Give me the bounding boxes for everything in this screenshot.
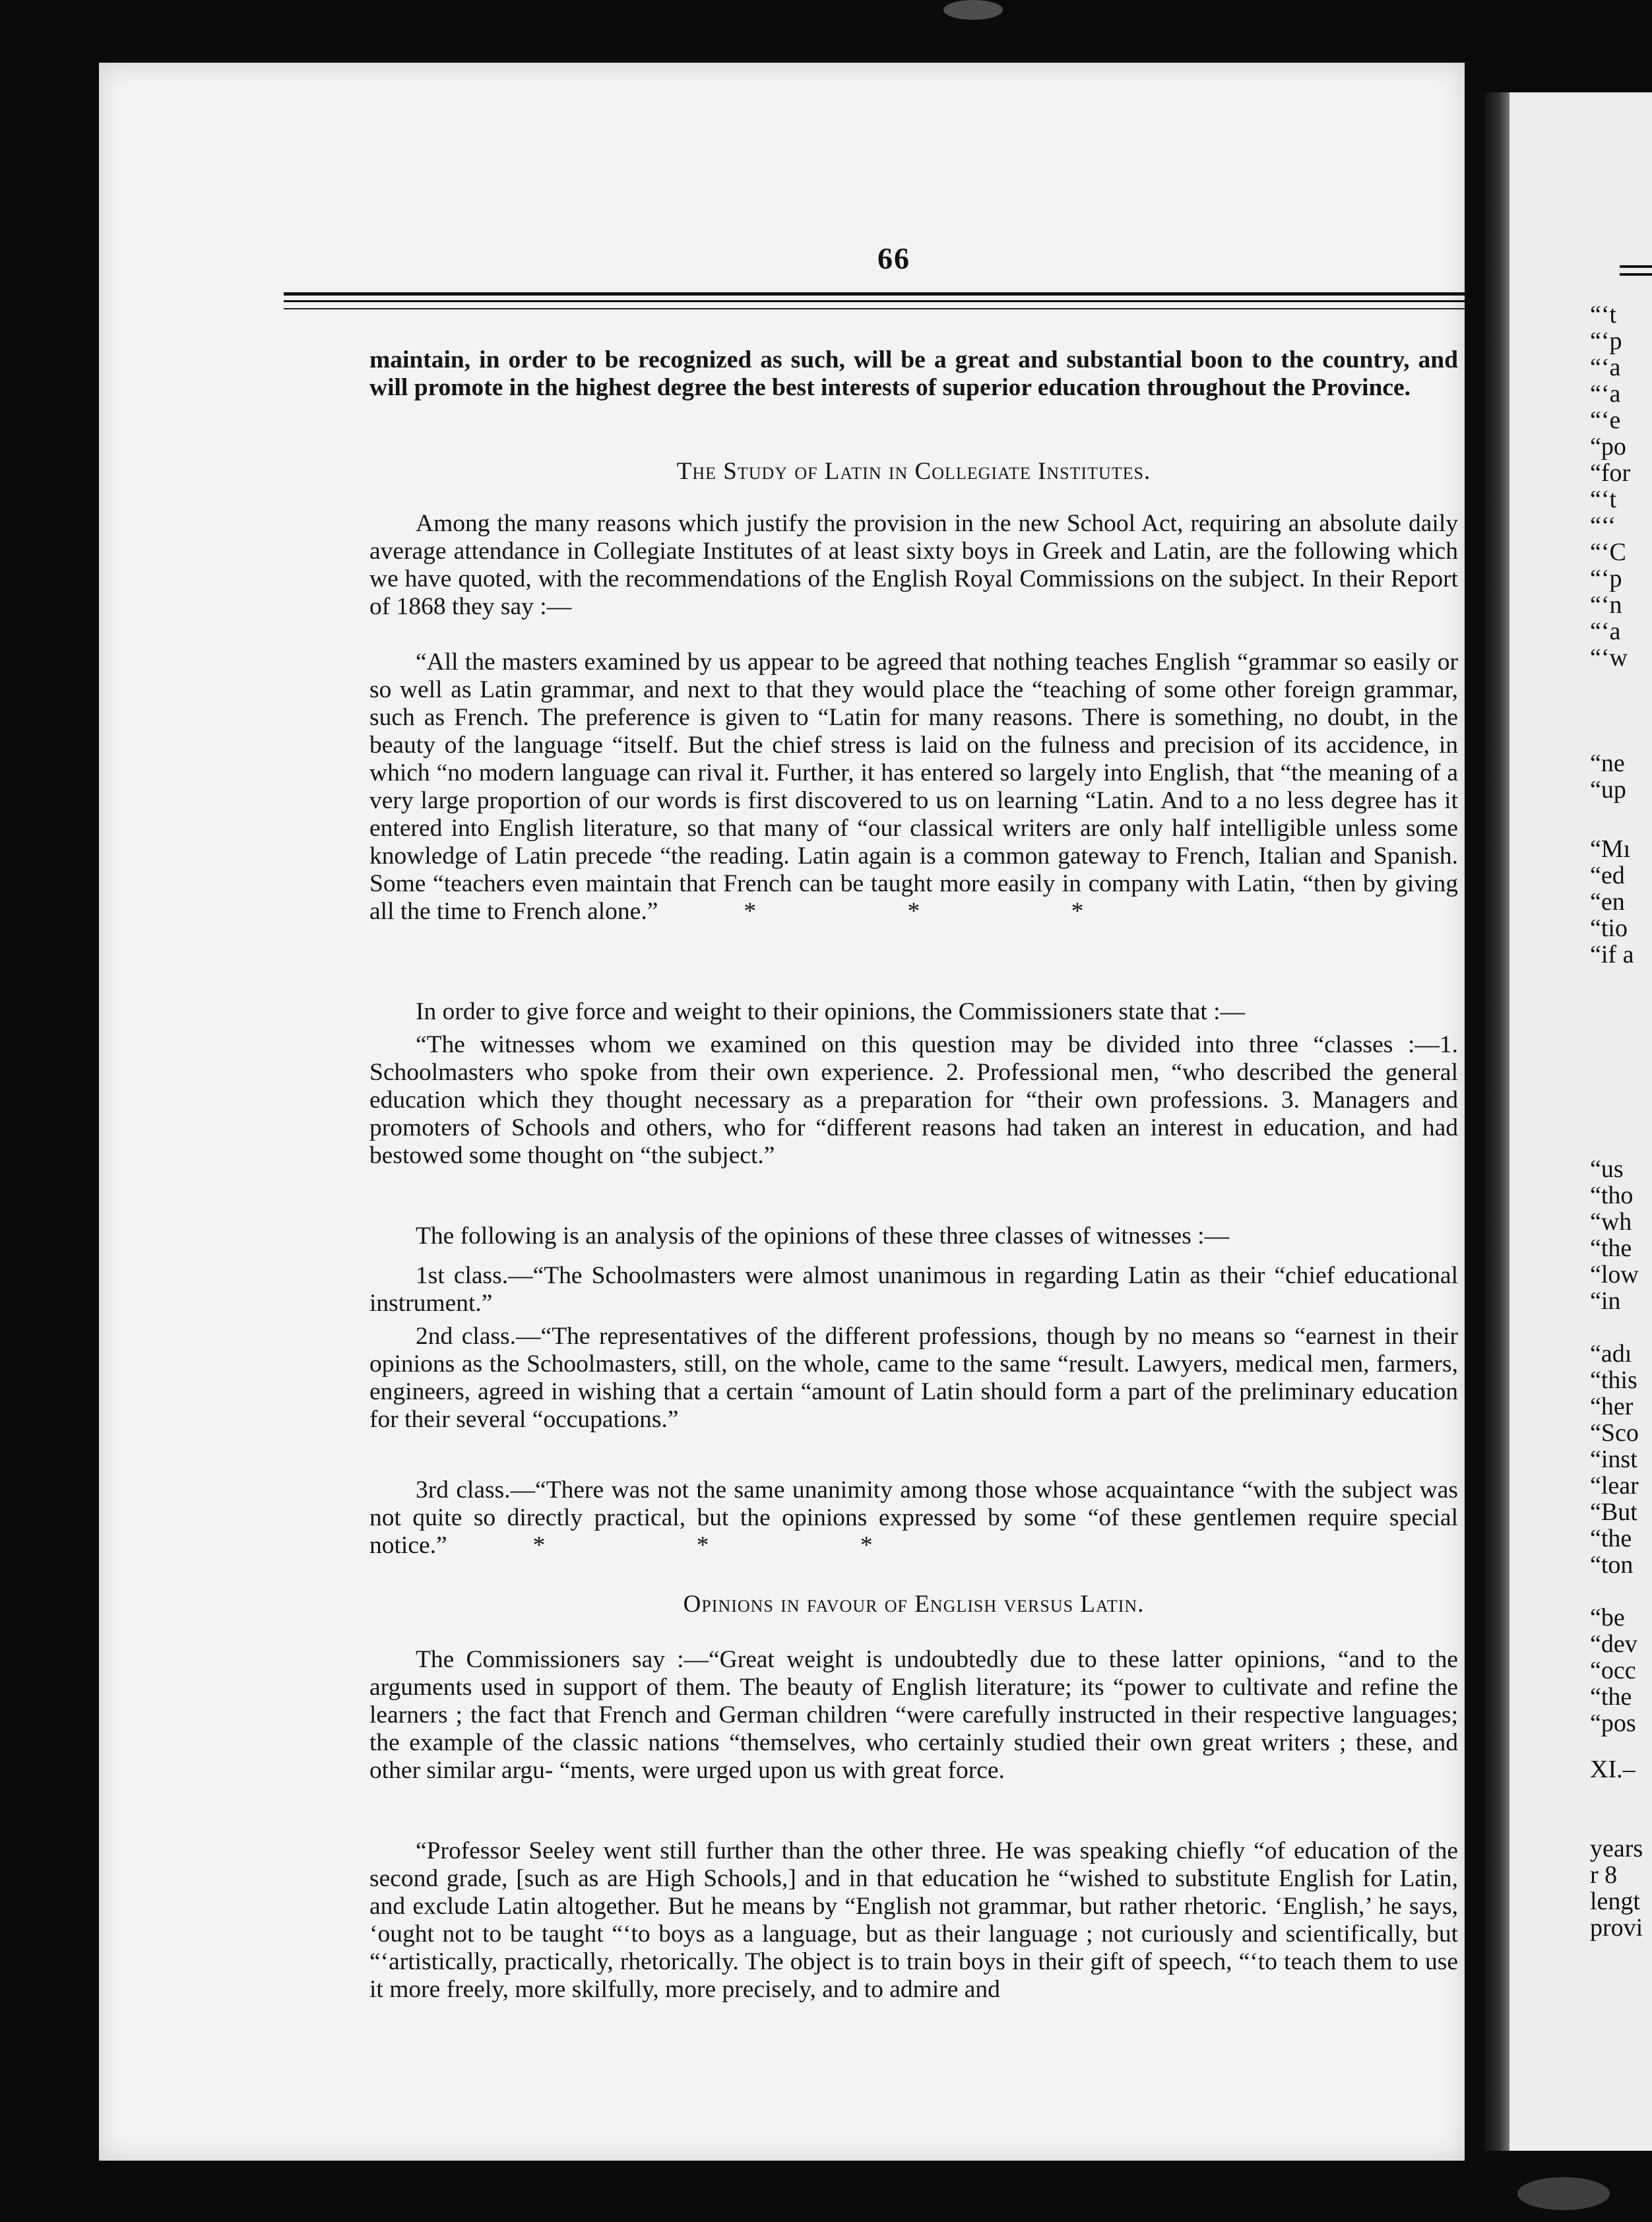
right-page-line: “her [1590, 1393, 1634, 1420]
right-page-line: “dev [1590, 1630, 1637, 1658]
right-page-line: “‘C [1590, 538, 1626, 566]
right-page-line: “up [1590, 776, 1626, 804]
class-two-paragraph: 2nd class.—“The representatives of the different professions, though by no means so “earnest in their opinions as the Schoolmasters, still, on the whole, came to the same “result. Lawyers, medical men, farmers, engineers, agreed in wishing that a certain “amount of Latin should form a part of the preliminary education for their several “occupations.” [369, 1323, 1458, 1433]
page-number: 66 [877, 241, 910, 275]
right-page-line: “lear [1590, 1472, 1639, 1500]
right-page-line: “the [1590, 1525, 1632, 1552]
right-page-line: “tio [1590, 914, 1628, 942]
right-page-line: “‘t [1590, 301, 1617, 329]
right-page-line: “en [1590, 888, 1625, 916]
book-spine [1484, 92, 1509, 2151]
right-page-line: “po [1590, 433, 1626, 460]
right-page-line: “the [1590, 1234, 1632, 1262]
right-page-line: lengt [1590, 1888, 1640, 1915]
right-page-fragment [1484, 92, 1652, 2151]
right-page-line: “if a [1590, 941, 1634, 968]
opening-paragraph: maintain, in order to be recognized as such, will be a great and substantial boon to the country, and will promote in the highest degree the best interests of superior education throughout the Province. [369, 346, 1458, 401]
seeley-paragraph: “Professor Seeley went still further than the other three. He was speaking chiefly “of education of the second grade, [such as are High Schools,] and in that education he “wished to substitute English for Latin, and exclude Latin altogether. But he means by “English not grammar, but rather rhetoric. ‘English,’ he says, ‘ought not to be taught “‘to boys as a language, but as their language ; not curiously and scientifically, but “‘artistically, practically, rhetorically. The object is to train boys in their gift of speech, “‘to teach them to use it more freely, more skilfully, more precisely, and to admire and [369, 1837, 1458, 2003]
right-page-line: “occ [1590, 1657, 1636, 1684]
right-page-line: “‘a [1590, 618, 1621, 645]
right-page-line: “pos [1590, 1709, 1636, 1737]
right-page-line: “us [1590, 1155, 1624, 1183]
scan-debris [1517, 2177, 1610, 2210]
right-page-line: “tho [1590, 1182, 1634, 1209]
section-heading-latin: The Study of Latin in Collegiate Institutes. [676, 458, 1151, 485]
right-page-line: r 8 [1590, 1861, 1618, 1889]
class-three-paragraph: 3rd class.—“There was not the same unanimity among those whose acquaintance “with the subject was not quite so directly practical, but the opinions expressed by some “of these gentlemen require special notice.” * * * [369, 1476, 1458, 1559]
class-one-paragraph: 1st class.—“The Schoolmasters were almost unanimous in regarding Latin as their “chief educational instrument.” [369, 1262, 1458, 1317]
header-rule [1620, 265, 1652, 268]
right-page-line: “‘a [1590, 354, 1621, 381]
right-page-line: “inst [1590, 1445, 1637, 1473]
quote-masters: “All the masters examined by us appear to be agreed that nothing teaches English “grammar so easily or so well as Latin grammar, and next to that they would place the “teaching of some other foreign grammar, such as French. The preference is given to “Latin for many reasons. There is something, no doubt, in the beauty of the language “itself. But the chief stress is laid on the fulness and precision of its accidence, in which “no modern language can rival it. Further, it has entered so largely into English, that “the meaning of a very large proportion of our words is first discovered to us on learning “Latin. And to a no less degree has it entered into English literature, so that many of “our classical writers are only half intelligible unless some knowledge of Latin precede “the reading. Latin again is a common gateway to French, Italian and Spanish. Some “teachers even maintain that French can be taught more easily in company with Latin, “then by giving all the time to French alone.” * * * [369, 649, 1458, 925]
right-page-line: “‘w [1590, 644, 1628, 672]
print-speck [442, 455, 446, 459]
right-page-line: “in [1590, 1287, 1621, 1315]
right-page-line: XI.– [1590, 1756, 1636, 1783]
intro-paragraph: Among the many reasons which justify the provision in the new School Act, requiring an absolute daily average attendance in Collegiate Institutes of at least sixty boys in Greek and Latin, are the following which we have quoted, with the recommendations of the English Royal Commissions on the subject. In their Report of 1868 they say :— [369, 510, 1458, 620]
right-page-line: “be [1590, 1604, 1625, 1632]
right-page-line: “ton [1590, 1551, 1634, 1579]
right-page-line: “Sco [1590, 1419, 1639, 1447]
right-page-line: “this [1590, 1366, 1637, 1394]
right-page-line: “‘‘ [1590, 512, 1616, 540]
header-rule [284, 300, 1465, 302]
right-page-line: “‘p [1590, 565, 1622, 592]
header-rule [1620, 273, 1652, 276]
right-page-line: years [1590, 1835, 1643, 1862]
analysis-paragraph: The following is an analysis of the opinions of these three classes of witnesses :— [416, 1222, 1230, 1250]
right-page-line: “Mı [1590, 835, 1631, 863]
right-page-line: “ne [1590, 749, 1625, 777]
asterisks: * * * [532, 1532, 945, 1559]
right-page-line: “ed [1590, 862, 1625, 889]
right-page-line: “‘n [1590, 591, 1622, 619]
right-page-line: “But [1590, 1498, 1637, 1526]
header-rule [284, 308, 1465, 309]
right-page-line: “‘e [1590, 406, 1621, 434]
right-page-line: “wh [1590, 1208, 1632, 1236]
right-page-line: provi [1590, 1914, 1643, 1942]
right-page-line: “adı [1590, 1340, 1632, 1368]
section-heading-english: Opinions in favour of English versus Latin. [683, 1591, 1145, 1618]
right-page-line: “low [1590, 1261, 1639, 1288]
commissioners-say-paragraph: The Commissioners say :—“Great weight is undoubtedly due to these latter opinions, “and to the arguments used in support of them. The beauty of English literature; its “power to cultivate and refine the learners ; the fact that French and German children “were carefully instructed in their respective languages; the example of the classic nations “themselves, who certainly studied their own great writers ; these, and other similar argu- “ments, were urged upon us with great force. [369, 1646, 1458, 1784]
left-page [99, 63, 1465, 2161]
right-page-line: “for [1590, 459, 1631, 487]
quote-witnesses: “The witnesses whom we examined on this question may be divided into three “classes :—1. Schoolmasters who spoke from their own experience. 2. Professional men, “who described the general education which they thought necessary as a preparation for “their own professions. 3. Managers and promoters of Schools and others, who for “different reasons had taken an interest in education, and had bestowed some thought on “the subject.” [369, 1031, 1458, 1169]
commissioners-paragraph: In order to give force and weight to their opinions, the Commissioners state that :— [416, 998, 1246, 1025]
right-page-line: “the [1590, 1683, 1632, 1711]
header-rule [284, 292, 1465, 296]
right-page-line: “‘t [1590, 486, 1617, 513]
scan-debris [943, 0, 1003, 20]
asterisks: * * * [744, 898, 1157, 925]
right-page-line: “‘p [1590, 327, 1622, 355]
right-page-line: “‘a [1590, 380, 1621, 408]
